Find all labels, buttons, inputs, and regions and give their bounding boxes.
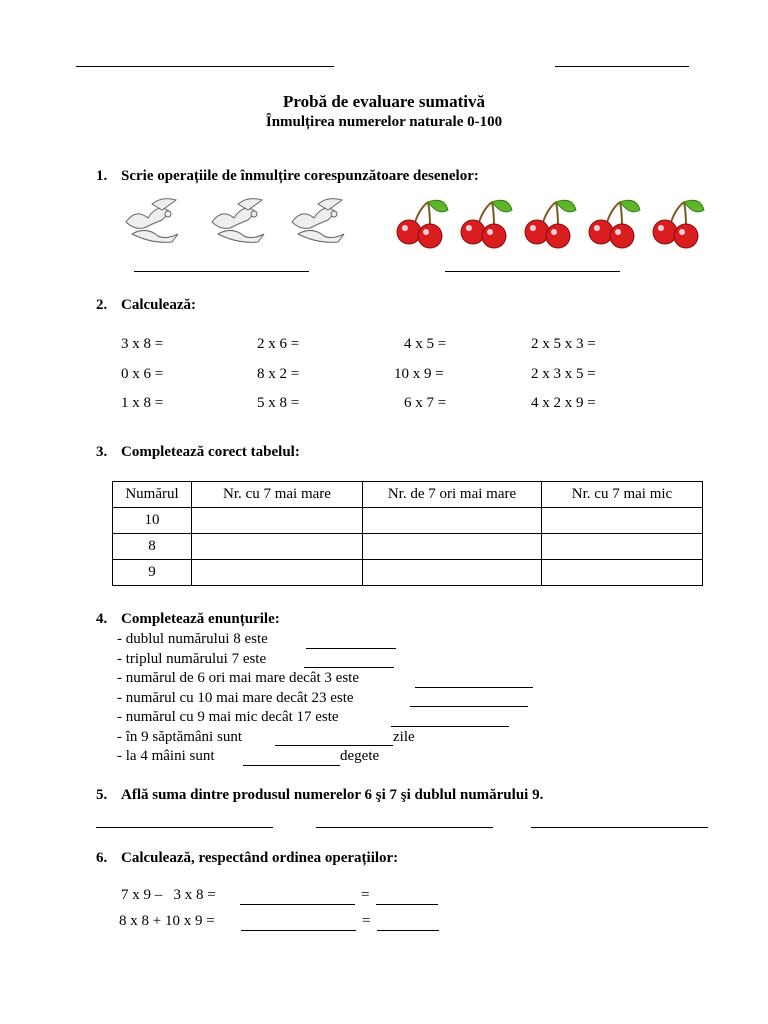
table-row — [113, 508, 703, 534]
ex6-number: 6. — [96, 850, 108, 866]
statement-line: - numărul de 6 ori mai mare decât 3 este — [117, 670, 359, 686]
ex1-number: 1. — [96, 168, 108, 184]
table-row — [113, 534, 703, 560]
cherry-icon — [650, 196, 706, 252]
statement-blank[interactable] — [410, 706, 528, 707]
statement-line: - dublul numărului 8 este — [117, 631, 268, 647]
statement-line: - numărul cu 9 mai mic decât 17 este — [117, 709, 339, 725]
calc-item: 6 x 7 = — [404, 395, 447, 411]
ex1-answer-line-birds[interactable] — [134, 271, 309, 272]
date-blank-line[interactable] — [555, 66, 689, 67]
table-answer-cell[interactable] — [363, 560, 542, 586]
calc-item: 3 x 8 = — [121, 336, 164, 352]
ex3-number: 3. — [96, 444, 108, 460]
ex3-instruction: Completează corect tabelul: — [121, 444, 300, 460]
table-row — [113, 560, 703, 586]
table-header-cell: Numărul — [113, 482, 192, 508]
birds-drawing-icon — [122, 194, 186, 244]
birds-drawing-icon — [288, 194, 352, 244]
page-subtitle: Înmulțirea numerelor naturale 0-100 — [265, 114, 503, 130]
equals-sign: = — [361, 887, 370, 903]
statement-line: - numărul cu 10 mai mare decât 23 este — [117, 690, 354, 706]
table-answer-cell[interactable] — [192, 534, 363, 560]
table-cell-number: 10 — [113, 508, 192, 534]
table-answer-cell[interactable] — [192, 560, 363, 586]
statement-blank[interactable] — [243, 765, 340, 766]
statement-blank[interactable] — [304, 667, 394, 668]
order-expression: 8 x 8 + 10 x 9 = — [119, 913, 215, 929]
order-blank-result[interactable] — [376, 904, 438, 905]
calc-item: 0 x 6 = — [121, 366, 164, 382]
page-title: Probă de evaluare sumativă — [283, 92, 485, 111]
calc-item: 8 x 2 = — [257, 366, 300, 382]
table-header-cell: Nr. cu 7 mai mare — [192, 482, 363, 508]
ex5-answer-line[interactable] — [96, 827, 273, 828]
equals-sign: = — [362, 913, 371, 929]
table-answer-cell[interactable] — [192, 508, 363, 534]
statement-blank[interactable] — [306, 648, 396, 649]
statement-blank[interactable] — [415, 687, 533, 688]
statement-blank[interactable] — [275, 745, 393, 746]
ex1-answer-line-cherries[interactable] — [445, 271, 620, 272]
ex4-number: 4. — [96, 611, 108, 627]
numbers-table — [112, 481, 703, 586]
ex5-number: 5. — [96, 787, 108, 803]
statement-line: - triplul numărului 7 este — [117, 651, 267, 667]
table-cell-number: 9 — [113, 560, 192, 586]
calc-item: 4 x 5 = — [404, 336, 447, 352]
name-blank-line[interactable] — [76, 66, 334, 67]
statement-line: - în 9 săptămâni sunt — [117, 729, 242, 745]
calc-item: 2 x 6 = — [257, 336, 300, 352]
calc-item: 10 x 9 = — [394, 366, 444, 382]
table-answer-cell[interactable] — [363, 508, 542, 534]
ex5-answer-line[interactable] — [316, 827, 493, 828]
ex5-answer-line[interactable] — [531, 827, 708, 828]
table-header-cell: Nr. cu 7 mai mic — [542, 482, 703, 508]
birds-drawing-icon — [208, 194, 272, 244]
statement-suffix: degete — [340, 748, 380, 764]
ex5-instruction: Află suma dintre produsul numerelor 6 şi 7 şi dublul numărului 9. — [121, 787, 544, 803]
statement-suffix: zile — [393, 729, 415, 745]
calc-item: 5 x 8 = — [257, 395, 300, 411]
table-answer-cell[interactable] — [363, 534, 542, 560]
ex2-instruction: Calculează: — [121, 297, 196, 313]
calc-item: 4 x 2 x 9 = — [531, 395, 596, 411]
cherry-icon — [522, 196, 578, 252]
cherry-icon — [586, 196, 642, 252]
statement-line: - la 4 mâini sunt — [117, 748, 215, 764]
cherry-icon — [394, 196, 450, 252]
ex1-instruction: Scrie operațiile de înmulțire corespunzătoare desenelor: — [121, 168, 479, 184]
table-answer-cell[interactable] — [542, 534, 703, 560]
table-answer-cell[interactable] — [542, 560, 703, 586]
order-expression: 7 x 9 – 3 x 8 = — [121, 887, 216, 903]
table-answer-cell[interactable] — [542, 508, 703, 534]
ex4-instruction: Completează enunțurile: — [121, 611, 280, 627]
cherry-icon — [458, 196, 514, 252]
ex6-instruction: Calculează, respectând ordinea operațiilor: — [121, 850, 399, 866]
table-header-row — [113, 482, 703, 508]
calc-item: 2 x 5 x 3 = — [531, 336, 596, 352]
ex2-number: 2. — [96, 297, 108, 313]
calc-item: 2 x 3 x 5 = — [531, 366, 596, 382]
order-blank-step[interactable] — [241, 930, 356, 931]
table-cell-number: 8 — [113, 534, 192, 560]
order-blank-step[interactable] — [240, 904, 355, 905]
order-blank-result[interactable] — [377, 930, 439, 931]
statement-blank[interactable] — [391, 726, 509, 727]
calc-item: 1 x 8 = — [121, 395, 164, 411]
table-header-cell: Nr. de 7 ori mai mare — [363, 482, 542, 508]
